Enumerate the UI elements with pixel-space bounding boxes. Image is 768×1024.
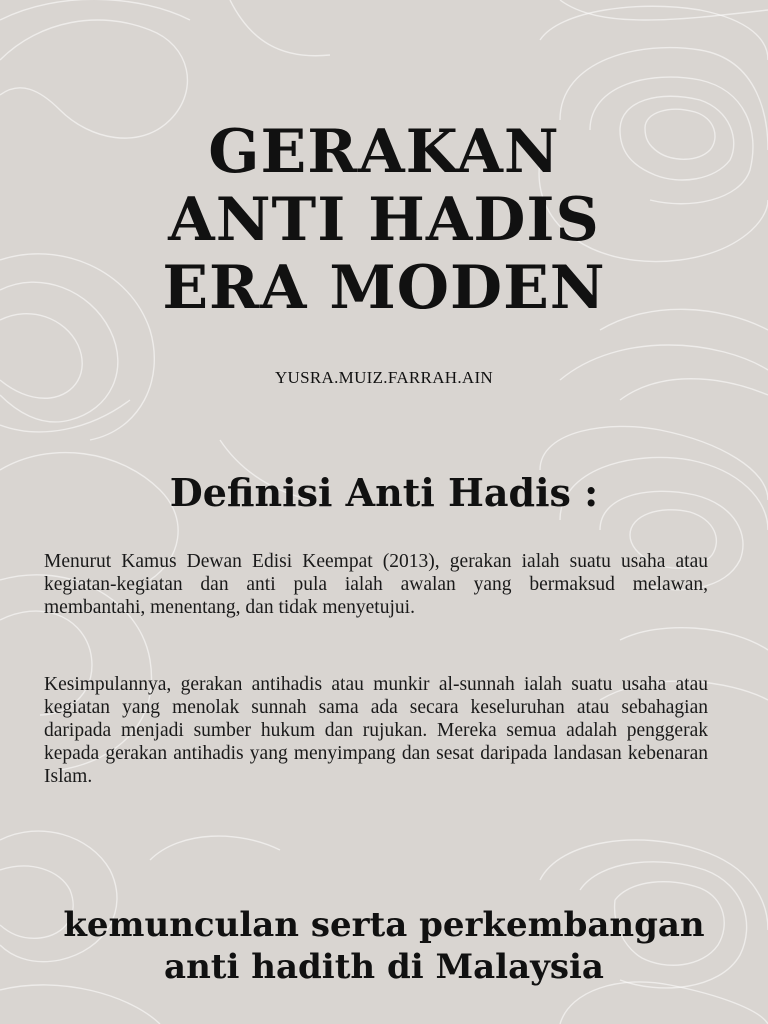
contour-line bbox=[230, 0, 330, 56]
cover-title-line: ERA MODEN bbox=[162, 253, 606, 323]
definition-paragraph: Menurut Kamus Dewan Edisi Keempat (2013), gerakan ialah suatu usaha atau kegiatan-kegiatan dan anti pula ialah awalan yang bermaksud melawan, membantahi, menentang, dan tidak menyetujui. bbox=[44, 551, 708, 618]
definition-heading: Definisi Anti Hadis : bbox=[169, 470, 599, 515]
contour-line bbox=[0, 0, 190, 20]
next-section-heading-line: anti hadith di Malaysia bbox=[164, 947, 604, 987]
conclusion-paragraph: Kesimpulannya, gerakan antihadis atau munkir al-sunnah ialah suatu usaha atau kegiatan yang menolak sunnah sama ada secara keseluruhan atau sebahagian daripada menjadi sumber hukum dan rujukan. Mereka semua adalah penggerak kepada gerakan antihadis yang menyimpang dan sesat daripada landasan kebenaran Islam. bbox=[44, 674, 708, 787]
cover-title-line: GERAKAN bbox=[208, 117, 560, 187]
contour-line bbox=[150, 836, 280, 860]
cover-title-line: ANTI HADIS bbox=[168, 185, 600, 255]
contour-line bbox=[560, 0, 768, 20]
next-section-heading bbox=[0, 904, 768, 988]
contour-line bbox=[620, 628, 768, 650]
contour-line bbox=[0, 985, 160, 1024]
contour-line bbox=[0, 400, 130, 432]
next-section-heading-line: kemunculan serta perkembangan bbox=[63, 905, 705, 945]
authors-line: YUSRA.MUIZ.FARRAH.AIN bbox=[274, 368, 494, 387]
